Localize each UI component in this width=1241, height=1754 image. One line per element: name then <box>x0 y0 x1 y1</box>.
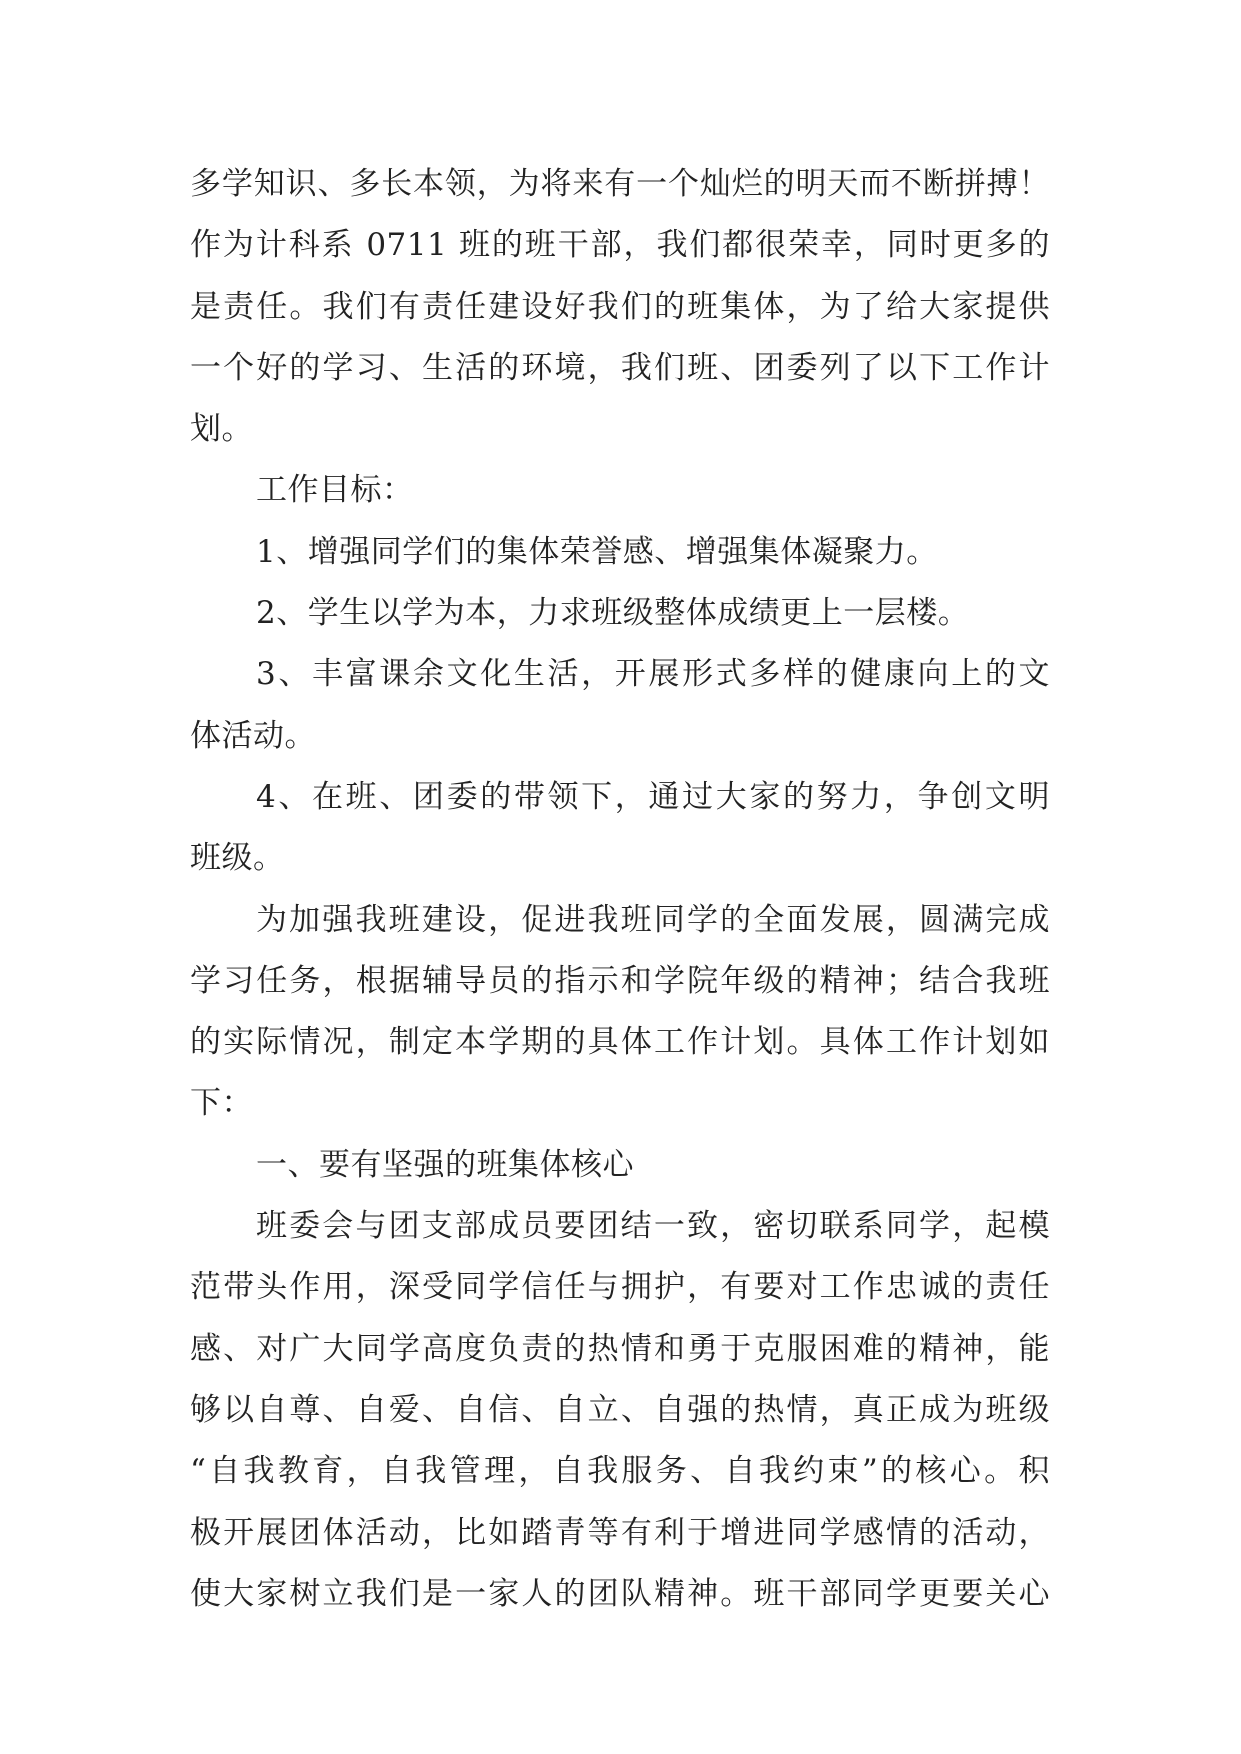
text-line: 范带头作用，深受同学信任与拥护，有要对工作忠诚的责任 <box>190 1269 1050 1306</box>
text-line: 够以自尊、自爱、自信、自立、自强的热情，真正成为班级 <box>190 1391 1050 1428</box>
section-heading: 工作目标： <box>256 472 414 509</box>
list-item: 3、丰富课余文化生活，开展形式多样的健康向上的文 <box>256 656 1050 693</box>
text-line: 下： <box>190 1085 253 1122</box>
list-item: 4、在班、团委的带领下，通过大家的努力，争创文明 <box>256 778 1050 815</box>
text-line: 一个好的学习、生活的环境，我们班、团委列了以下工作计 <box>190 349 1050 386</box>
text-line: “自我教育，自我管理，自我服务、自我约束”的核心。积 <box>190 1453 1050 1490</box>
text-line: 学习任务，根据辅导员的指示和学院年级的精神；结合我班 <box>190 962 1050 999</box>
paragraph-start: 班委会与团支部成员要团结一致，密切联系同学，起模 <box>256 1208 1050 1245</box>
section-heading: 一、要有坚强的班集体核心 <box>256 1146 634 1183</box>
body-text <box>190 154 1050 1625</box>
text-line: 极开展团体活动，比如踏青等有利于增进同学感情的活动， <box>190 1514 1050 1551</box>
text-line: 感、对广大同学高度负责的热情和勇于克服困难的精神，能 <box>190 1330 1050 1367</box>
text-line: 的实际情况，制定本学期的具体工作计划。具体工作计划如 <box>190 1024 1050 1061</box>
text-line: 多学知识、多长本领，为将来有一个灿烂的明天而不断拼搏！ <box>190 166 1050 202</box>
list-item: 2、学生以学为本，力求班级整体成绩更上一层楼。 <box>256 595 970 632</box>
paragraph-start: 为加强我班建设，促进我班同学的全面发展，圆满完成 <box>256 901 1050 938</box>
text-line: 是责任。我们有责任建设好我们的班集体，为了给大家提供 <box>190 288 1050 325</box>
text-line: 作为计科系 0711 班的班干部，我们都很荣幸，同时更多的 <box>190 227 1050 264</box>
list-item: 1、增强同学们的集体荣誉感、增强集体凝聚力。 <box>256 533 938 570</box>
text-line: 划。 <box>190 411 253 448</box>
text-line: 体活动。 <box>190 717 316 754</box>
text-line: 班级。 <box>190 840 285 877</box>
text-line: 使大家树立我们是一家人的团队精神。班干部同学更要关心 <box>190 1575 1050 1612</box>
